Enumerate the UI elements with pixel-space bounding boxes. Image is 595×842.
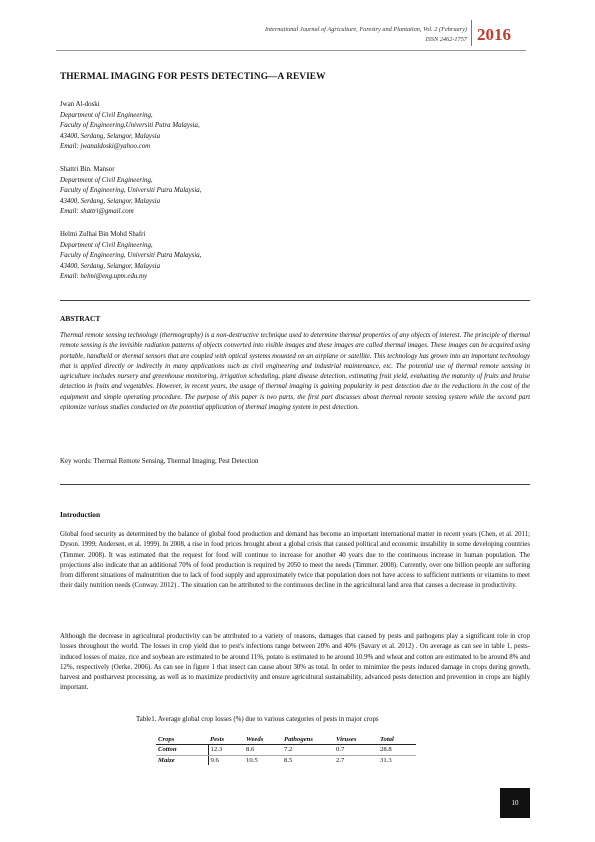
- column-header: Pathogens: [282, 734, 334, 745]
- table-cell: 2.7: [336, 756, 345, 764]
- table-cell: Cotton: [156, 745, 208, 756]
- table-row: [156, 745, 416, 756]
- table-cell: 10.5: [246, 756, 258, 764]
- affiliation-line: Department of Civil Engineering,: [60, 111, 153, 119]
- paper-title: THERMAL IMAGING FOR PESTS DETECTING—A REVIEW: [60, 72, 326, 82]
- table-cell: Maize: [156, 755, 208, 765]
- page-number: 10: [500, 788, 530, 818]
- column-header: Total: [378, 734, 416, 745]
- introduction-paragraph: Although the decrease in agricultural productivity can be attributed to a variety of reasons, damages that caused by pests and pathogens play a significant role in crop losses throughout the world. The losses in crop yield due to pest's infections range between 20% and 40% (Savary et al. 2012) . On average as can see in table 1, pests-induced losses of maize, rice and soybean are estimated to be around 11%, potato is estimated to be around 10.9% and wheat and cotton are estimated to be around 8% and 12%, respectively (Oerke. 2006). As can see in figure 1 that insect can cause about 30% as total. In order to minimize the pests induced damage in crops during growth, harvest and postharvest processing, as well as to maximize productivity and ensure agricultural sustainability, advanced pests detection and prevention in crops are highly important.: [60, 633, 530, 692]
- author-name: Jwan Al-doski: [60, 101, 100, 108]
- author-block: [60, 165, 460, 218]
- introduction-heading: Introduction: [60, 510, 101, 519]
- affiliation-line: Faculty of Engineering, Universiti Putra Malaysia,: [60, 187, 202, 194]
- column-header: Viruses: [334, 734, 378, 745]
- header-year: 2016: [477, 25, 511, 44]
- table-cell: 12.3: [208, 745, 244, 756]
- keywords: Key words: Thermal Remote Sensing, Thermal Imaging, Pest Detection: [60, 458, 259, 465]
- table-cell: 7.2: [282, 745, 334, 756]
- section-divider: [60, 484, 530, 485]
- author-block: [60, 230, 460, 283]
- table-cell: 28.8: [378, 745, 416, 756]
- affiliation-line: Department of Civil Engineering,: [60, 241, 153, 249]
- author-email: Email: helmi@eng.upm.edu.my: [60, 273, 148, 280]
- table-cell: 0.7: [334, 745, 378, 756]
- author-name: Shattri Bin. Mansor: [60, 166, 115, 173]
- issn: ISSN 2462-1757: [425, 36, 467, 43]
- affiliation-line: Department of Civil Engineering,: [60, 176, 153, 184]
- header-separator: [471, 20, 472, 46]
- table-cell: 8.5: [284, 756, 293, 764]
- table-caption: Table1. Average global crop losses (%) due to various categories of pests in major crops: [136, 716, 379, 723]
- header-rule: [56, 50, 526, 51]
- column-header: Crops: [156, 734, 208, 745]
- table-row: [156, 755, 416, 765]
- affiliation-line: Faculty of Engineering, Universiti Putra Malaysia,: [60, 252, 202, 259]
- column-header: Pests: [208, 734, 244, 745]
- author-block: [60, 100, 460, 153]
- journal-title: International Journal of Agriculture, Forestry and Plantation, Vol. 2 (February): [265, 26, 467, 33]
- author-name: Helmi Zulhai Bin Mohd Shafri: [60, 231, 146, 238]
- affiliation-line: Faculty of Engineering,Universiti Putra Malaysia,: [60, 122, 200, 129]
- table-cell: 9.6: [210, 756, 219, 764]
- table-cell: 31.3: [380, 756, 392, 764]
- affiliation-line: 43400, Serdang, Selangor, Malaysia: [60, 262, 161, 270]
- affiliation-line: 43400, Serdang, Selangor, Malaysia: [60, 197, 161, 205]
- author-email: Email: shattri@gmail.com: [60, 208, 134, 215]
- table-header-row: [156, 734, 416, 745]
- table-cell: 8.6: [244, 745, 282, 756]
- section-divider: [60, 300, 530, 301]
- abstract-text: Thermal remote sensing technology (thermography) is a non-destructive technique used to determine thermal properties of any objects of interest. The principle of thermal remote sensing is the invisible radiation patterns of objects converted into visible images and these images are called thermal images. These images can be acquired using portable, handheld or thermal sensors that are coupled with optical systems mounted on an airplane or satellite. This technology has grown into an important technology that is applied directly or indirectly in many applications such as civil engineering and industrial maintenance, etc. The potential use of thermal remote sensing in agriculture includes nursery and greenhouse monitoring, irrigation scheduling, plant disease detection, estimating fruit yield, evaluating the maturity of fruits and bruise detection in fruits and vegetables. However, in recent years, the usage of thermal imaging is gaining popularity in pest detection due to the reductions in the cost of the equipment and simple operating procedure. The purpose of this paper is two parts, the first part discusses about thermal remote sensing system while the second part epitomize various studies conducted on the potential application of thermal imaging system in pest detection.: [60, 332, 530, 412]
- column-header: Weeds: [244, 734, 282, 745]
- introduction-paragraph: Global food security as determined by the balance of global food production and demand has become an important international matter in recent years (Chen, et al. 2011; Dyson. 1999; Andersen, et al. 1999). In 2008, a rise in food prices brought about a global crisis that caused political and economic instability in some developing countries (Timmer. 2008). It was estimated that the request for food will continue to increase for another 40 years due to the continuous increase in human population. The projections also indicate that an additional 70% of food production is required by 2050 to meet the needs (Timmer. 2008). Currently, over one billion people are suffering from different situations of malnutrition due to lack of food supply and approximately twice that population does not have access to sufficient nutrients or vitamins to meet their daily nutrition needs (Conway. 2012) . The situation can be attributed to the continuous decline in the agricultural land area that causes a decrease in productivity.: [60, 531, 530, 590]
- abstract-heading: ABSTRACT: [60, 314, 101, 323]
- affiliation-line: 43400, Serdang, Selangor, Malaysia: [60, 132, 161, 140]
- author-email: Email: jwanaldoski@yahoo.com: [60, 143, 151, 150]
- crop-loss-table: [156, 734, 416, 765]
